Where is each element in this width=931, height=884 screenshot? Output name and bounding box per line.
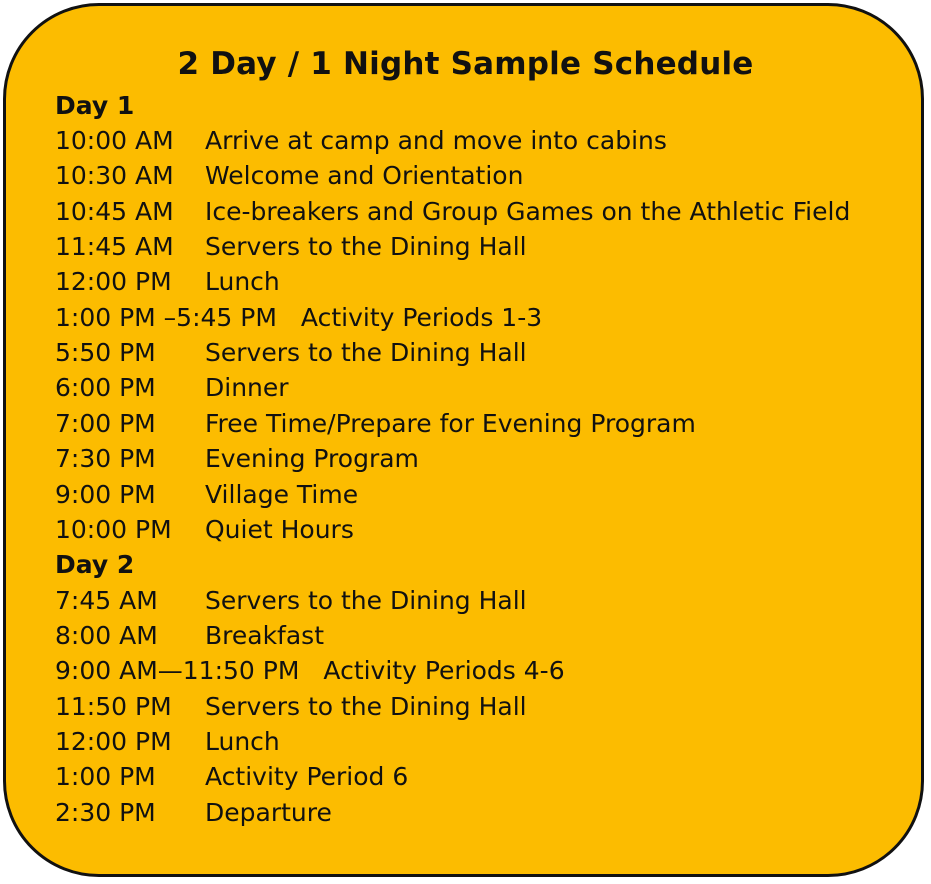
schedule-row bbox=[55, 373, 289, 403]
schedule-row bbox=[55, 232, 527, 262]
day-2-heading: Day 2 bbox=[55, 550, 135, 579]
schedule-row bbox=[55, 480, 359, 510]
row-description: Ice-breakers and Group Games on the Athletic Field bbox=[205, 197, 851, 226]
schedule-row bbox=[55, 409, 696, 439]
schedule-row bbox=[55, 621, 325, 651]
row-description: Activity Period 6 bbox=[205, 762, 409, 791]
schedule-row bbox=[55, 303, 542, 333]
row-description: Activity Periods 4-6 bbox=[323, 656, 565, 685]
schedule-row bbox=[55, 798, 332, 828]
row-description: Breakfast bbox=[205, 621, 325, 650]
schedule-row bbox=[55, 444, 419, 474]
schedule-row bbox=[55, 197, 851, 227]
row-description: Lunch bbox=[205, 727, 280, 756]
schedule-row bbox=[55, 338, 527, 368]
row-description: Evening Program bbox=[205, 444, 419, 473]
schedule-row bbox=[55, 515, 354, 545]
row-time: 12:00 PM bbox=[55, 727, 172, 756]
row-time: 9:00 AM—11:50 PM bbox=[55, 656, 300, 685]
schedule-row bbox=[55, 727, 280, 757]
row-description: Servers to the Dining Hall bbox=[205, 338, 527, 367]
row-time: 8:00 AM bbox=[55, 621, 158, 650]
row-description: Quiet Hours bbox=[205, 515, 354, 544]
schedule-row bbox=[55, 161, 524, 191]
row-description: Servers to the Dining Hall bbox=[205, 692, 527, 721]
schedule-row bbox=[55, 762, 409, 792]
row-time: 6:00 PM bbox=[55, 373, 156, 402]
row-description: Free Time/Prepare for Evening Program bbox=[205, 409, 696, 438]
row-time: 10:45 AM bbox=[55, 197, 174, 226]
row-time: 1:00 PM –5:45 PM bbox=[55, 303, 277, 332]
row-time: 5:50 PM bbox=[55, 338, 156, 367]
row-time: 9:00 PM bbox=[55, 480, 156, 509]
schedule-row bbox=[55, 656, 565, 686]
row-time: 7:45 AM bbox=[55, 586, 158, 615]
row-time: 10:00 AM bbox=[55, 126, 174, 155]
row-description: Village Time bbox=[205, 480, 359, 509]
row-time: 11:50 PM bbox=[55, 692, 172, 721]
row-description: Departure bbox=[205, 798, 332, 827]
schedule-title: 2 Day / 1 Night Sample Schedule bbox=[177, 46, 754, 82]
row-description: Dinner bbox=[205, 373, 289, 402]
row-time: 2:30 PM bbox=[55, 798, 156, 827]
schedule-row bbox=[55, 267, 280, 297]
row-time: 12:00 PM bbox=[55, 267, 172, 296]
row-time: 7:30 PM bbox=[55, 444, 156, 473]
row-description: Lunch bbox=[205, 267, 280, 296]
row-description: Welcome and Orientation bbox=[205, 161, 524, 190]
row-description: Servers to the Dining Hall bbox=[205, 232, 527, 261]
row-time: 1:00 PM bbox=[55, 762, 156, 791]
row-description: Activity Periods 1-3 bbox=[300, 303, 543, 332]
row-description: Servers to the Dining Hall bbox=[205, 586, 527, 615]
row-description: Arrive at camp and move into cabins bbox=[205, 126, 667, 155]
day-1-heading: Day 1 bbox=[55, 91, 135, 120]
row-time: 10:30 AM bbox=[55, 161, 174, 190]
row-time: 11:45 AM bbox=[55, 232, 174, 261]
schedule-row bbox=[55, 586, 527, 616]
row-time: 10:00 PM bbox=[55, 515, 172, 544]
schedule-row bbox=[55, 692, 527, 722]
schedule-row bbox=[55, 126, 667, 156]
row-time: 7:00 PM bbox=[55, 409, 156, 438]
